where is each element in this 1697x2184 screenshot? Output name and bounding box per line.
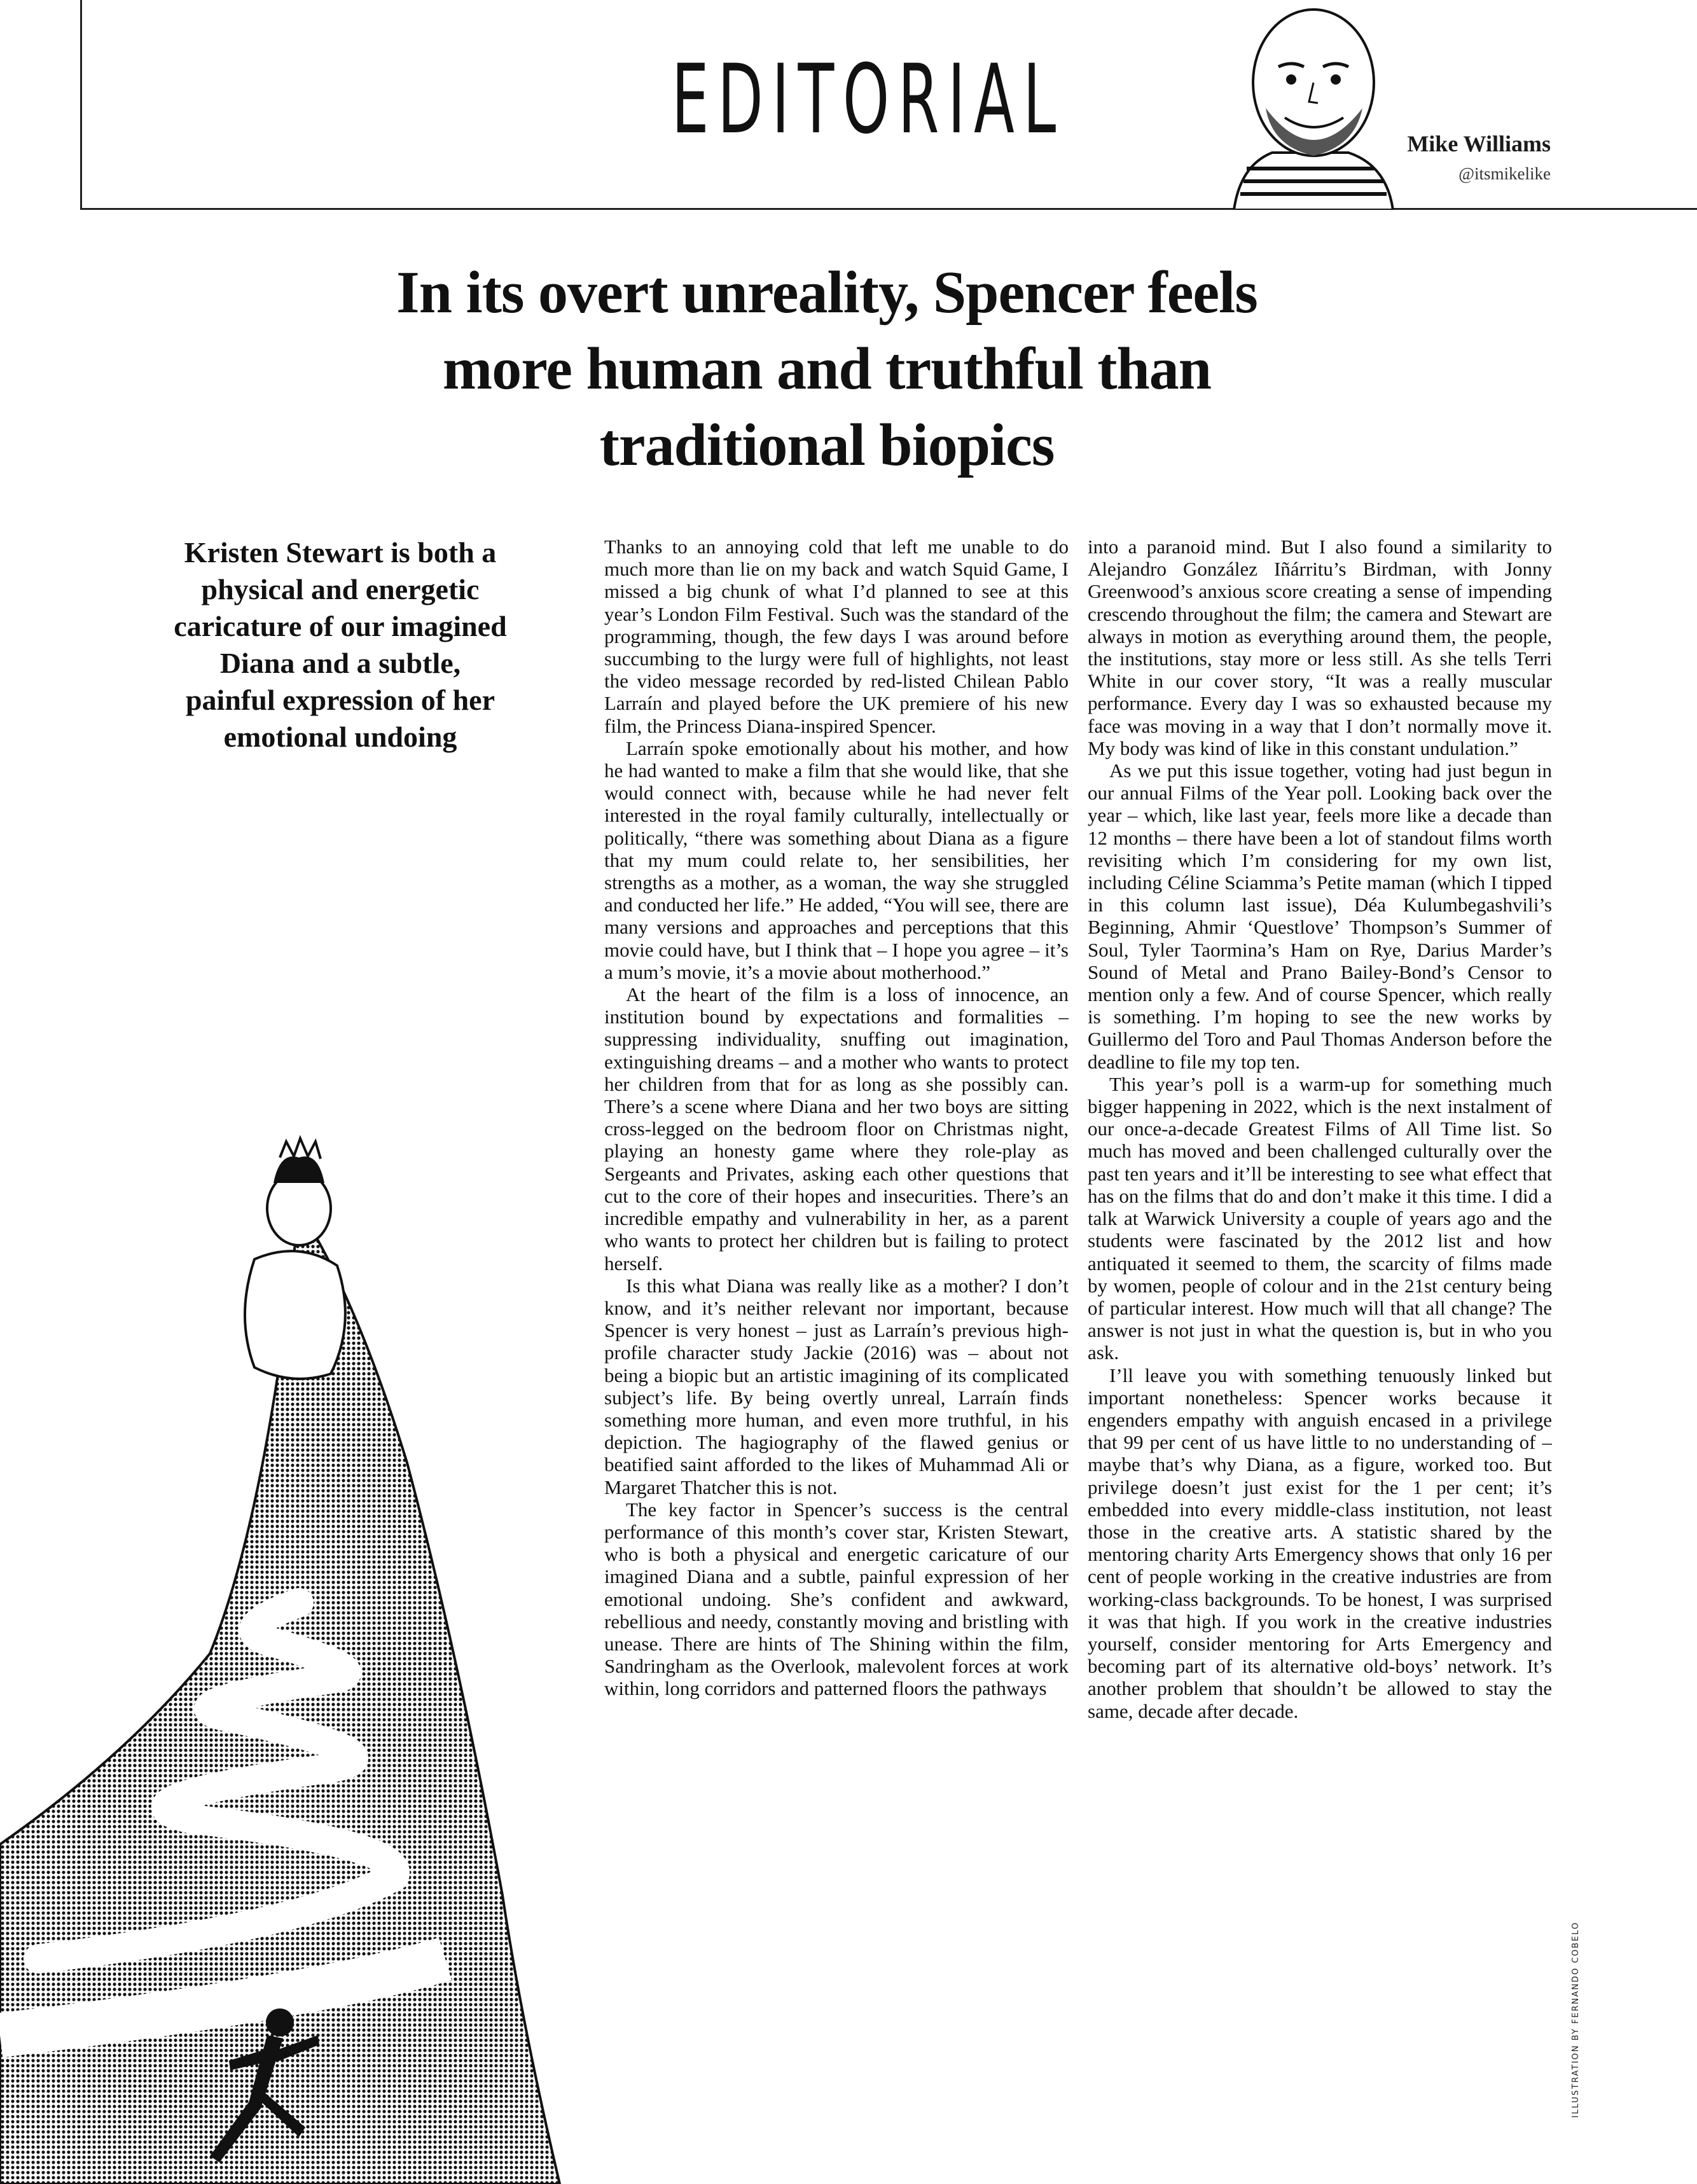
paragraph: Is this what Diana was really like as a mother? I don’t know, and it’s neither relevant nor important, because Spencer is very honest – just as Larraín’s previous high-profile character study Jackie (2016) was – about not being a biopic but an artistic imagining of its complicated subject’s life. By being overtly unreal, Larraín finds something more human, and even more truthful, in his depiction. The hagiography of the flawed genius or beatified saint afforded to the likes of Muhammad Ali or Margaret Thatcher this is not. — [604, 1274, 1069, 1498]
headline: In its overt unreality, Spencer feels more human and truthful than traditional biopics — [396, 259, 1257, 478]
author-name: Mike Williams — [1407, 131, 1551, 156]
section-title: EDITORIAL — [671, 45, 1065, 155]
illustration-credit: ILLUSTRATION BY FERNANDO COBELO — [1571, 1921, 1581, 2118]
diana-illustration — [0, 1132, 598, 2184]
paragraph: The key factor in Spencer’s success is the central performance of this month’s cover star, Kristen Stewart, who is both a physical and energetic caricature of our imagined Diana and a subtle, painful expression of her emotional undoing. She’s confident and awkward, rebellious and needy, constantly moving and bristling with unease. There are hints of The Shining within the film, Sandringham as the Overlook, malevolent forces at work within, long corridors and patterned floors the pathways — [604, 1498, 1069, 1700]
body-column-1 — [604, 536, 1069, 2125]
paragraph: into a paranoid mind. But I also found a similarity to Alejandro González Iñárritu’s Birdman, with Jonny Greenwood’s anxious score creating a sense of impending crescendo throughout the film; the camera and Stewart are always in motion as everything around them, the people, the institutions, stay more or less still. As she tells Terri White in our cover story, “It was a really muscular performance. Every day I was so exhausted because my face was moving in a way that I don’t normally move it. My body was kind of like in this constant undulation.” — [1088, 536, 1552, 759]
author-handle: @itsmikelike — [1458, 164, 1551, 183]
paragraph: Larraín spoke emotionally about his mother, and how he had wanted to make a film that she would like, that she would connect with, because while he had never felt interested in the royal family culturally, intellectually or politically, “there was something about Diana as a figure that my mum could relate to, her sensibilities, her strengths as a mother, as a woman, the way she struggled and conducted her life.” He added, “You will see, there are many versions and approaches and perceptions that this movie could have, but I think that – I hope you agree – it’s a mum’s movie, it’s a movie about motherhood.” — [604, 736, 1069, 983]
paragraph: At the heart of the film is a loss of innocence, an institution bound by expectations and formalities – suppressing individuality, snuffing out imagination, extinguishing dreams – and a mother who wants to protect her children from that for as long as she possibly can. There’s a scene where Diana and her two boys are sitting cross-legged on the bedroom floor on Christmas night, playing an honesty game where they role-play as Sergeants and Privates, asking each other questions that cut to the core of their hopes and insecurities. There’s an incredible empathy and vulnerability in her, as a parent who wants to protect her children but is failing to protect herself. — [604, 983, 1069, 1275]
body-column-2 — [1088, 536, 1552, 2125]
pull-quote: Kristen Stewart is both a physical and energetic caricature of our imagined Diana and a subtle, painful expression of her emotional undoing — [174, 536, 507, 753]
author-portrait — [1196, 6, 1425, 210]
paragraph: As we put this issue together, voting had just begun in our annual Films of the Year poll. Looking back over the year – which, like last year, feels more like a decade than 12 months – there have been a lot of standout films worth revisiting which I’m considering for my own list, including Céline Sciamma’s Petite maman (which I tipped in this column last issue), Déa Kulumbegashvili’s Beginning, Ahmir ‘Questlove’ Thompson’s Summer of Soul, Tyler Taormina’s Ham on Rye, Darius Marder’s Sound of Metal and Prano Bailey-Bond’s Censor to mention only a few. And of course Spencer, which really is something. I’m hoping to see the new works by Guillermo del Toro and Paul Thomas Anderson before the deadline to file my top ten. — [1088, 759, 1552, 1073]
paragraph: Thanks to an annoying cold that left me unable to do much more than lie on my back and watch Squid Game, I missed a big chunk of what I’d planned to see at this year’s London Film Festival. Such was the standard of the programming, though, the few days I was around before succumbing to the lurgy were full of highlights, not least the video message recorded by red-listed Chilean Pablo Larraín and played before the UK premiere of his new film, the Princess Diana-inspired Spencer. — [604, 536, 1069, 737]
paragraph: I’ll leave you with something tenuously linked but important nonetheless: Spencer works because it engenders empathy with anguish encased in a privilege that 99 per cent of us have little to no understanding of – maybe that’s why Diana, as a figure, worked too. But privilege doesn’t just exist for the 1 per cent; it’s embedded into every middle-class institution, not least those in the creative arts. A statistic shared by the mentoring charity Arts Emergency shows that only 16 per cent of people working in the creative industries are from working-class backgrounds. To be honest, I was surprised it was that high. If you work in the creative industries yourself, consider mentoring for Arts Emergency and becoming part of its alternative old-boys’ network. It’s another problem that shouldn’t be allowed to stay the same, decade after decade. — [1088, 1364, 1552, 1722]
paragraph: This year’s poll is a warm-up for something much bigger happening in 2022, which is the next instalment of our once-a-decade Greatest Films of All Time list. So much has moved and been challenged culturally over the past ten years and it’ll be interesting to see what effect that has on the films that do and don’t make it this time. I did a talk at Warwick University a couple of years ago and the students were fascinated by the 2012 list and how antiquated it seemed to them, the scarcity of films made by women, people of colour and in the 21st century being of particular interest. How much will that all change? The answer is not just in what the question is, but in who you ask. — [1088, 1072, 1552, 1364]
